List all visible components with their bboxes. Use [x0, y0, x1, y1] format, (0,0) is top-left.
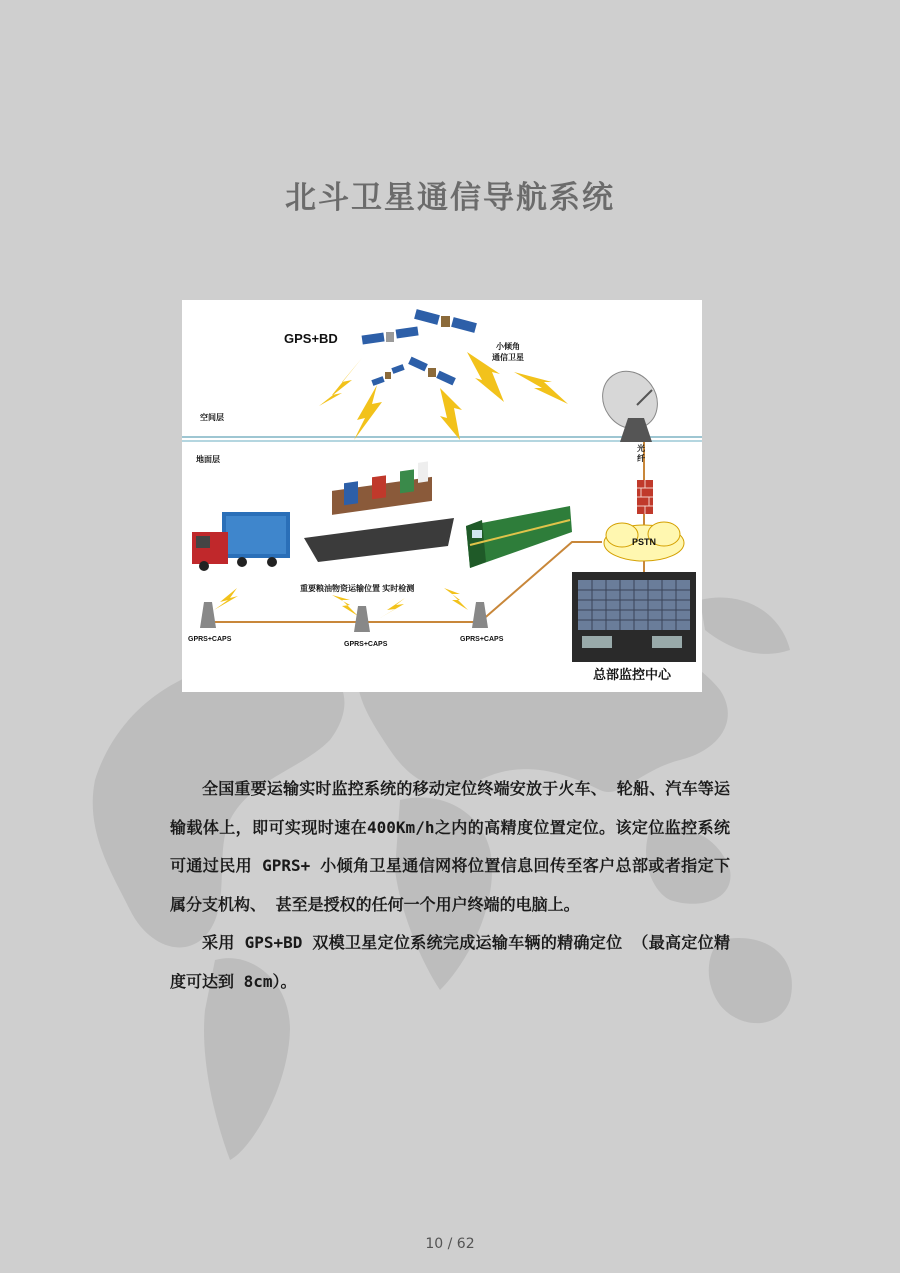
monitoring-note: 重要粮油物资运输位置 实时检测 — [300, 584, 415, 593]
fiber-label: 光纤 — [637, 444, 645, 463]
paragraph: 全国重要运输实时监控系统的移动定位终端安放于火车、 轮船、汽车等运输载体上，即可实现时速在400Km/h之内的高精度位置定位。该定位监控系统可通过民用 GPRS+ 小倾角卫星通信网将位置信息回传至客户总部或者指定下属分支机构、 甚至是授权的任何一个用户终端的电脑上。 — [170, 779, 730, 914]
system-diagram — [182, 300, 702, 692]
dish-antenna-icon — [591, 361, 668, 442]
gprs-caps-label: GPRS+CAPS — [188, 636, 232, 643]
page-number: 10 / 62 — [425, 1236, 475, 1252]
pstn-label: PSTN — [632, 537, 657, 547]
space-layer-label: 空间层 — [200, 413, 224, 422]
satellite-icon — [371, 364, 404, 386]
body-text — [170, 770, 730, 1001]
gprs-caps-label: GPRS+CAPS — [460, 636, 504, 643]
firewall-icon — [637, 480, 653, 514]
truck-icon — [192, 512, 290, 571]
paragraph: 采用 GPS+BD 双模卫星定位系统完成运输车辆的精确定位 （最高定位精度可达到 8cm）。 — [170, 933, 730, 991]
control-room-icon — [572, 572, 696, 662]
ground-layer-label: 地面层 — [196, 455, 220, 464]
satellite-icon — [414, 309, 477, 333]
sat-label-line-2: 通信卫星 — [492, 353, 524, 362]
train-icon — [466, 506, 572, 568]
sat-label-line-1: 小倾角 — [496, 342, 520, 351]
gps-bd-label: GPS+BD — [284, 331, 338, 346]
satellite-icon — [362, 327, 419, 345]
gprs-caps-label: GPRS+CAPS — [344, 641, 388, 648]
ship-icon — [304, 461, 454, 562]
page-title: 北斗卫星通信导航系统 — [285, 180, 615, 216]
hq-monitor-center-label: 总部监控中心 — [593, 667, 672, 682]
satellite-icon — [408, 357, 456, 386]
small-inclination-sat-label — [492, 341, 524, 363]
diagram-graphics — [182, 300, 702, 692]
